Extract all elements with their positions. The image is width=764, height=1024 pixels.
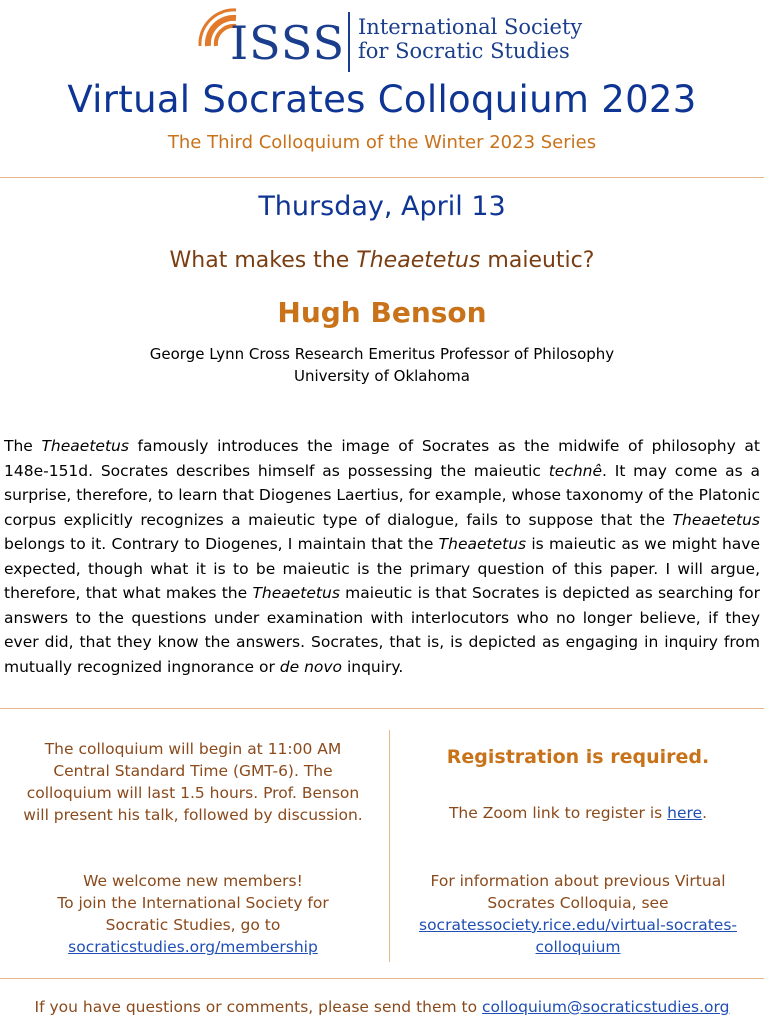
abstract-text: maieutic is that Socrates is depicted as searching for answers to the questions under examination with interlocutors who no longer believe, if they ever did, that they know the answers. Socrates, that is, is depicted as engaging in inquiry from mutually recognized ingnorance or bbox=[4, 584, 760, 676]
abstract-italic: Theaetetus bbox=[41, 437, 129, 455]
abstract-paragraph bbox=[4, 434, 760, 679]
previous-line: For information about previous Virtual bbox=[430, 872, 726, 890]
logo-name-line1: International Society bbox=[358, 15, 583, 39]
column-divider bbox=[389, 730, 390, 962]
schedule-line: The colloquium will begin at 11:00 AM bbox=[44, 740, 342, 758]
zoom-text: The Zoom link to register is bbox=[448, 804, 668, 822]
event-date: Thursday, April 13 bbox=[258, 191, 506, 222]
abstract-italic: technê bbox=[548, 461, 603, 480]
zoom-register-link[interactable]: here bbox=[667, 804, 703, 822]
schedule-line: Central Standard Time (GMT-6). The bbox=[53, 762, 333, 780]
abstract-text: belongs to it. Contrary to Diogenes, I maintain that the bbox=[4, 535, 439, 553]
talk-title-after: maieutic? bbox=[480, 248, 595, 273]
speaker-affiliation-university: University of Oklahoma bbox=[293, 367, 470, 385]
abstract-italic: de novo bbox=[279, 657, 343, 676]
speaker-name: Hugh Benson bbox=[277, 296, 487, 329]
abstract-italic: Theaetetus bbox=[672, 510, 760, 529]
divider-bottom bbox=[0, 978, 764, 979]
zoom-text-end: . bbox=[702, 804, 708, 822]
abstract-text: The bbox=[4, 437, 42, 455]
welcome-line: Socratic Studies, go to bbox=[105, 916, 281, 934]
previous-colloquia-link-cont[interactable]: colloquium bbox=[535, 938, 621, 956]
abstract-text: inquiry. bbox=[342, 657, 404, 676]
abstract-italic: Theaetetus bbox=[252, 584, 340, 602]
talk-title-before: What makes the bbox=[169, 248, 357, 273]
isss-logo bbox=[196, 6, 583, 78]
divider-top bbox=[0, 177, 764, 178]
schedule-line: will present his talk, followed by discussion. bbox=[23, 806, 363, 824]
previous-colloquia-info bbox=[392, 870, 764, 958]
page-title: Virtual Socrates Colloquium 2023 bbox=[67, 78, 697, 121]
page-subtitle: The Third Colloquium of the Winter 2023 Series bbox=[167, 132, 597, 153]
zoom-registration bbox=[392, 802, 764, 824]
talk-title-italic: Theaetetus bbox=[356, 248, 481, 273]
registration-heading: Registration is required. bbox=[446, 746, 710, 768]
logo-acronym: ISSS bbox=[230, 16, 346, 70]
footer-contact bbox=[0, 998, 764, 1016]
abstract-italic: Theaetetus bbox=[438, 535, 527, 553]
abstract-text: . It may come as a surprise, therefore, to learn that Diogenes Laertius, for example, whose taxonomy of the Platonic corpus explicitly recognizes a maieutic type of dialogue, fails to suppose that the bbox=[4, 461, 760, 529]
logo-name-line2: for Socratic Studies bbox=[358, 39, 570, 63]
logo-divider bbox=[348, 12, 350, 72]
divider-middle bbox=[0, 708, 764, 709]
previous-colloquia-link[interactable]: socratessociety.rice.edu/virtual-socrates- bbox=[419, 916, 737, 934]
welcome-line: We welcome new members! bbox=[83, 872, 303, 890]
schedule-line: colloquium will last 1.5 hours. Prof. Benson bbox=[26, 784, 360, 802]
contact-email-link[interactable]: colloquium@socraticstudies.org bbox=[482, 998, 730, 1016]
membership-link[interactable]: socraticstudies.org/membership bbox=[68, 938, 318, 956]
abstract-text: is maieutic as we might have expected, though what it is to be maieutic is the primary question of this paper. I will argue, therefore, that what makes the bbox=[4, 535, 761, 602]
talk-title bbox=[0, 248, 764, 273]
logo-society-name bbox=[358, 15, 588, 63]
schedule-info bbox=[0, 738, 386, 826]
previous-line: Socrates Colloquia, see bbox=[487, 894, 669, 912]
footer-text: If you have questions or comments, please send them to bbox=[34, 998, 483, 1016]
membership-info bbox=[0, 870, 386, 958]
speaker-affiliation-title: George Lynn Cross Research Emeritus Professor of Philosophy bbox=[149, 345, 615, 363]
welcome-line: To join the International Society for bbox=[57, 894, 329, 912]
abstract-text: famously introduces the image of Socrates as the midwife of philosophy at 148e-151d. Socrates describes himself as possessing the maieutic bbox=[4, 437, 760, 480]
